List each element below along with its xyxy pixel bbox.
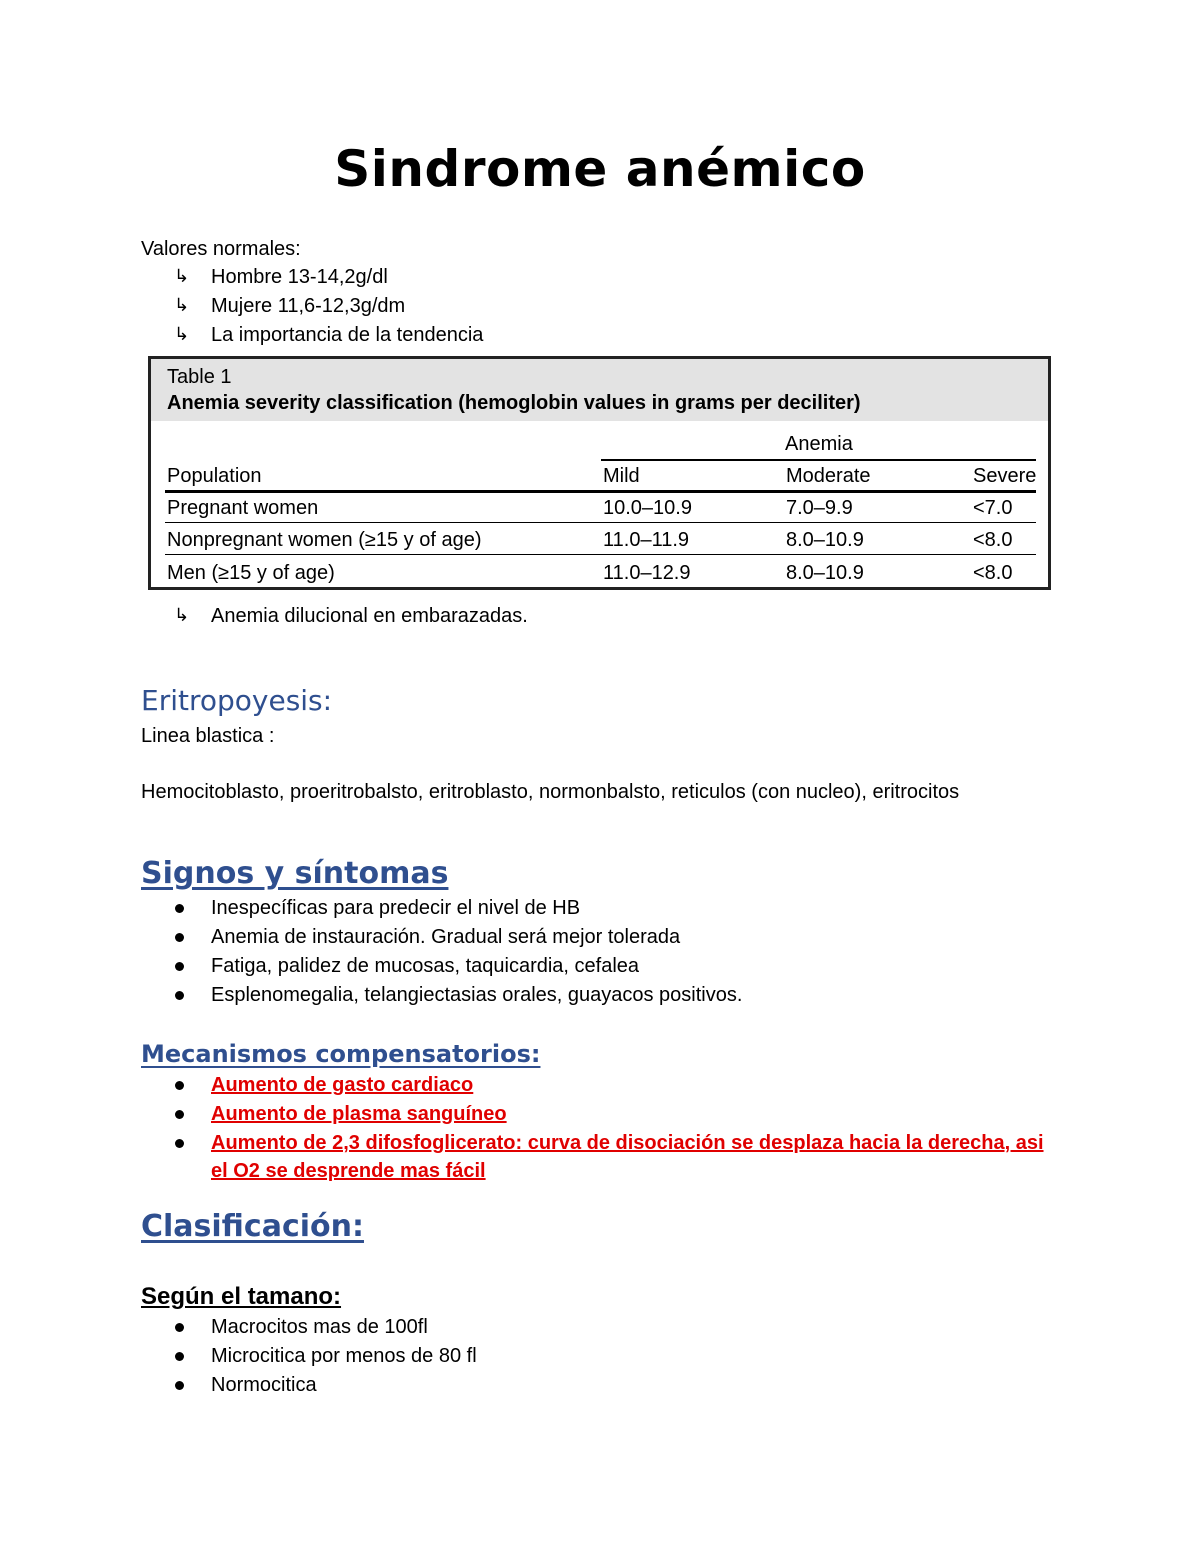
col-header-population: Population bbox=[167, 465, 262, 487]
subheading-tamano: Según el tamano: bbox=[141, 1283, 342, 1310]
list-item: Macrocitos mas de 100fl bbox=[211, 1316, 428, 1338]
header-rule bbox=[165, 490, 1036, 493]
bullet-dot-icon bbox=[175, 1352, 184, 1361]
group-header-anemia: Anemia bbox=[785, 433, 853, 455]
bullet-dot-icon bbox=[175, 1081, 184, 1090]
bullet-dot-icon bbox=[175, 1139, 184, 1148]
list-item: Microcitica por menos de 80 fl bbox=[211, 1345, 477, 1367]
table-cell: <8.0 bbox=[973, 529, 1013, 551]
paragraph: Hemocitoblasto, proeritrobalsto, eritroblasto, normonbalsto, reticulos (con nucleo), eritrocitos bbox=[141, 781, 960, 803]
bullet-dot-icon bbox=[175, 904, 184, 913]
list-item: Fatiga, palidez de mucosas, taquicardia, cefalea bbox=[211, 955, 640, 977]
table-cell: 11.0–11.9 bbox=[603, 529, 690, 551]
group-rule bbox=[601, 459, 1036, 461]
table-cell: <7.0 bbox=[973, 497, 1013, 519]
list-item-continuation: el O2 se desprende mas fácil bbox=[211, 1160, 486, 1182]
table-cell: <8.0 bbox=[973, 562, 1013, 584]
table-caption: Anemia severity classification (hemoglobin values in grams per deciliter) bbox=[167, 392, 861, 414]
bullet-dot-icon bbox=[175, 991, 184, 1000]
list-item: Normocitica bbox=[211, 1374, 317, 1396]
arrow-bullet-icon: ↳ bbox=[174, 324, 190, 345]
list-item: Inespecíficas para predecir el nivel de HB bbox=[211, 897, 581, 919]
table-cell: 11.0–12.9 bbox=[603, 562, 691, 584]
table-number: Table 1 bbox=[167, 366, 232, 388]
table-cell: 7.0–9.9 bbox=[786, 497, 853, 519]
bullet-dot-icon bbox=[175, 962, 184, 971]
bullet-dot-icon bbox=[175, 1110, 184, 1119]
table-cell: Men (≥15 y of age) bbox=[167, 562, 335, 584]
list-item: La importancia de la tendencia bbox=[211, 324, 484, 346]
list-item: Hombre 13-14,2g/dl bbox=[211, 266, 388, 288]
paragraph: Linea blastica : bbox=[141, 725, 275, 747]
bullet-dot-icon bbox=[175, 1323, 184, 1332]
table-cell: 8.0–10.9 bbox=[786, 562, 864, 584]
table-cell: 8.0–10.9 bbox=[786, 529, 864, 551]
bullet-dot-icon bbox=[175, 933, 184, 942]
bullet-dot-icon bbox=[175, 1381, 184, 1390]
row-rule bbox=[165, 522, 1036, 523]
table-cell: Nonpregnant women (≥15 y of age) bbox=[167, 529, 482, 551]
table-cell: 10.0–10.9 bbox=[603, 497, 692, 519]
section-heading-eritropoyesis: Eritropoyesis: bbox=[141, 684, 333, 717]
section-heading-clasificacion: Clasificación: bbox=[141, 1209, 364, 1244]
list-item: Aumento de plasma sanguíneo bbox=[211, 1103, 507, 1125]
list-item: Esplenomegalia, telangiectasias orales, guayacos positivos. bbox=[211, 984, 743, 1006]
arrow-bullet-icon: ↳ bbox=[174, 295, 190, 316]
arrow-bullet-icon: ↳ bbox=[174, 605, 190, 626]
list-item: Mujere 11,6-12,3g/dm bbox=[211, 295, 406, 317]
section-heading-mecanismos: Mecanismos compensatorios: bbox=[141, 1040, 541, 1068]
col-header-mild: Mild bbox=[603, 465, 640, 487]
list-item: Aumento de 2,3 difosfoglicerato: curva de disociación se desplaza hacia la derecha, asi bbox=[211, 1132, 1044, 1154]
section-heading-signos: Signos y síntomas bbox=[141, 856, 449, 891]
page-title: Sindrome anémico bbox=[334, 140, 866, 198]
valores-label: Valores normales: bbox=[141, 238, 301, 260]
col-header-moderate: Moderate bbox=[786, 465, 871, 487]
col-header-severe: Severe bbox=[973, 465, 1037, 487]
list-item: Aumento de gasto cardiaco bbox=[211, 1074, 474, 1096]
anemia-severity-table bbox=[148, 356, 1051, 590]
list-item: Anemia de instauración. Gradual será mejor tolerada bbox=[211, 926, 681, 948]
list-item: Anemia dilucional en embarazadas. bbox=[211, 605, 528, 627]
table-cell: Pregnant women bbox=[167, 497, 319, 519]
row-rule bbox=[165, 554, 1036, 555]
arrow-bullet-icon: ↳ bbox=[174, 266, 190, 287]
